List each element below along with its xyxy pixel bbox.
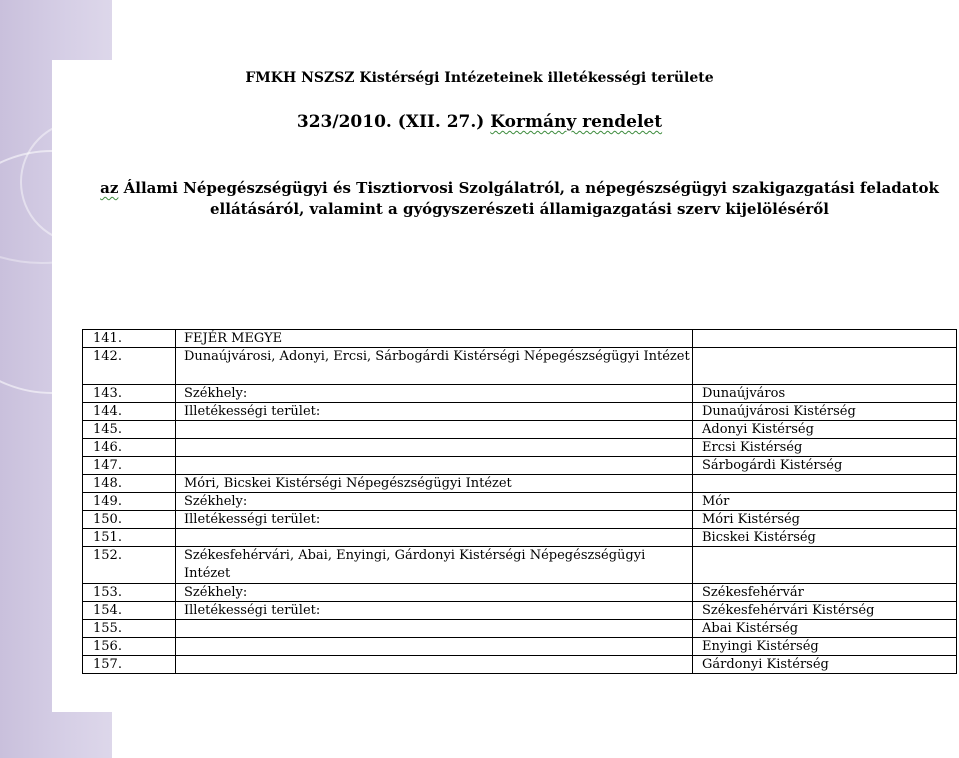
row-description [176, 620, 693, 638]
table-row [83, 403, 957, 421]
row-number: 145. [83, 421, 176, 439]
decree-type: Kormány rendelet [490, 112, 663, 132]
row-value: Gárdonyi Kistérség [693, 656, 957, 674]
row-description [176, 638, 693, 656]
table-row [83, 620, 957, 638]
table-row [83, 511, 957, 529]
row-description: Illetékességi terület: [176, 511, 693, 529]
row-value: Dunaújváros [693, 385, 957, 403]
table-row [83, 348, 957, 385]
row-number: 153. [83, 584, 176, 602]
row-value: Székesfehérvári Kistérség [693, 602, 957, 620]
row-description: Székesfehérvári, Abai, Enyingi, Gárdonyi Kistérségi Népegészségügyi Intézet [176, 547, 693, 584]
row-number: 148. [83, 475, 176, 493]
row-number: 156. [83, 638, 176, 656]
row-value: Bicskei Kistérség [693, 529, 957, 547]
table-row [83, 457, 957, 475]
row-description: Székhely: [176, 584, 693, 602]
slide-top-band [112, 0, 959, 60]
table-row [83, 385, 957, 403]
row-description [176, 457, 693, 475]
row-description: Illetékességi terület: [176, 403, 693, 421]
row-number: 146. [83, 439, 176, 457]
row-description [176, 439, 693, 457]
row-description [176, 421, 693, 439]
row-number: 142. [83, 348, 176, 385]
row-number: 147. [83, 457, 176, 475]
row-description: Székhely: [176, 385, 693, 403]
table-row [83, 421, 957, 439]
row-description: Illetékességi terület: [176, 602, 693, 620]
row-value: Abai Kistérség [693, 620, 957, 638]
table-row [83, 638, 957, 656]
row-number: 154. [83, 602, 176, 620]
table-row [83, 602, 957, 620]
table-row [83, 547, 957, 584]
row-description: Dunaújvárosi, Adonyi, Ercsi, Sárbogárdi Kistérségi Népegészségügyi Intézet [176, 348, 693, 385]
row-value [693, 330, 957, 348]
row-value: Móri Kistérség [693, 511, 957, 529]
table-row [83, 493, 957, 511]
row-number: 150. [83, 511, 176, 529]
row-value: Székesfehérvár [693, 584, 957, 602]
row-description: Móri, Bicskei Kistérségi Népegészségügyi Intézet [176, 475, 693, 493]
row-number: 152. [83, 547, 176, 584]
row-number: 149. [83, 493, 176, 511]
row-value: Mór [693, 493, 957, 511]
row-number: 157. [83, 656, 176, 674]
table-row [83, 439, 957, 457]
row-value [693, 348, 957, 385]
subtitle-first-word: az [100, 179, 119, 197]
table-row [83, 529, 957, 547]
row-number: 143. [83, 385, 176, 403]
decree-subtitle [90, 178, 949, 220]
subtitle-text: Állami Népegészségügyi és Tisztiorvosi Szolgálatról, a népegészségügyi szakigazgatási feladatok ellátásáról, valamint a gyógyszerészeti államigazgatási szerv kijelöléséről [123, 179, 939, 218]
row-value: Ercsi Kistérség [693, 439, 957, 457]
table-row [83, 584, 957, 602]
row-number: 155. [83, 620, 176, 638]
row-number: 144. [83, 403, 176, 421]
document-title: FMKH NSZSZ Kistérségi Intézeteinek illetékességi területe [245, 70, 714, 86]
row-value: Sárbogárdi Kistérség [693, 457, 957, 475]
row-value [693, 475, 957, 493]
row-number: 141. [83, 330, 176, 348]
row-value: Dunaújvárosi Kistérség [693, 403, 957, 421]
row-description [176, 529, 693, 547]
row-number: 151. [83, 529, 176, 547]
table-row [83, 656, 957, 674]
row-description: FEJÉR MEGYE [176, 330, 693, 348]
decree-number: 323/2010. (XII. 27.) [296, 112, 485, 132]
row-value: Adonyi Kistérség [693, 421, 957, 439]
row-value [693, 547, 957, 584]
decree-heading [0, 112, 959, 132]
table-row [83, 330, 957, 348]
row-description [176, 656, 693, 674]
jurisdiction-table [82, 329, 957, 674]
row-description: Székhely: [176, 493, 693, 511]
table-row [83, 475, 957, 493]
row-value: Enyingi Kistérség [693, 638, 957, 656]
